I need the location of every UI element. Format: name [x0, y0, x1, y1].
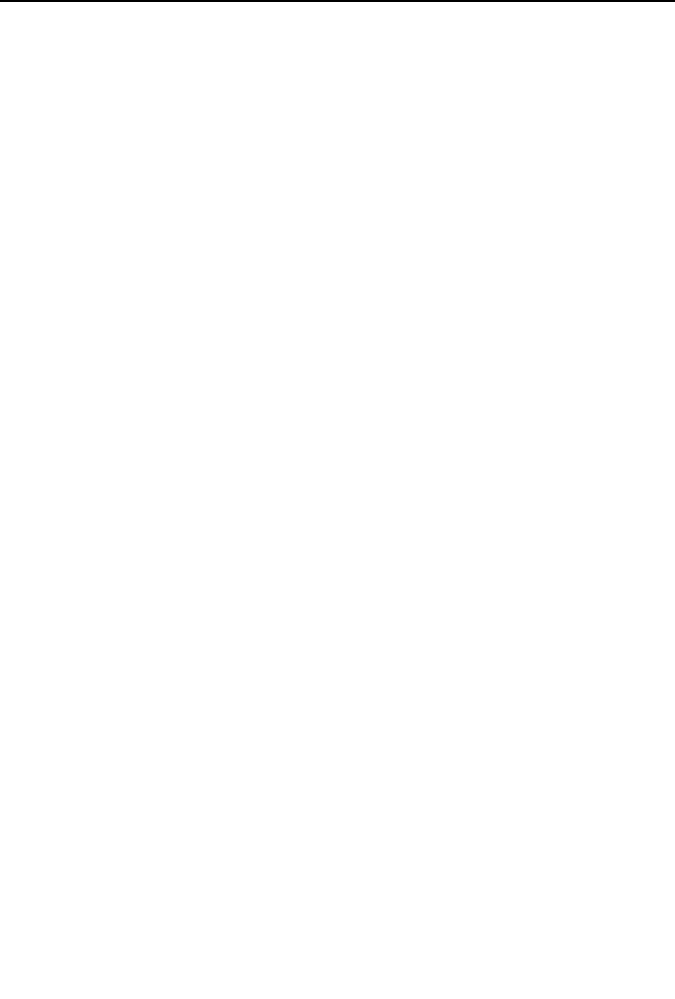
equation-1-145: [74, 652, 626, 676]
page-top-rule: [0, 0, 675, 2]
figure-1-2: [0, 50, 675, 230]
